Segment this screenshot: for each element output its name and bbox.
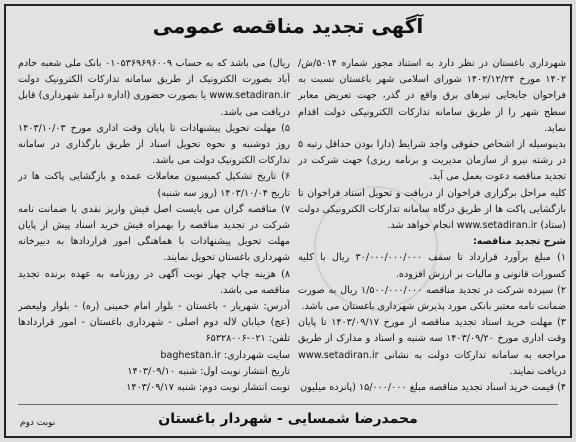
item-1: ۱) مبلغ برآورد قرارداد تا سقف ۳۰/۰۰۰/۰۰۰/۰۰۰ ریال با کلیه کسورات قانونی و مالیات بر ارزش افزوده. <box>298 252 566 280</box>
address: آدرس: شهریار - باغستان - بلوار امام خمینی (ره) - بلوار ولیعصر (عج) خیابان لاله دوم اصلی - شهرداری باغستان - امور قراردادها تلفن: ۰۲۱-۶۵۳۲۸۰۰۶ <box>18 301 290 345</box>
process-paragraph: کلیه مراحل برگزاری فراخوان از دریافت و تحویل اسناد فراخوان تا بازگشایی پاکت ها از طریق درگاه سامانه تدارکات الکترونیکی دولت (ستاد) www.setadiran.ir انجام خواهد شد. <box>298 187 566 232</box>
signature: محمدرضا شمسایی - شهردار باغستان <box>158 411 418 427</box>
turn-label: نوبت دوم <box>20 418 56 428</box>
website: سایت شهرداری: baghestan.ir <box>160 349 290 361</box>
right-column <box>298 56 566 396</box>
item-6: ۶) تاریخ تشکیل کمیسیون معاملات عمده و بازگشایی پاکت ها در تاریخ ۱۴۰۳/۱۰/۰۴ (روز سه شنبه) <box>18 171 290 199</box>
invitation-paragraph: بدینوسیله از اشخاص حقوقی واجد شرایط (دارا بودن حداقل رتبه ۵ در رشته نیرو از سازمان مدیریت و برنامه ریزی) جهت شرکت در تجدید مناقصه دعوت بعمل می آید. <box>298 139 566 183</box>
item-8: ۸) هزینه چاپ چهار نوبت آگهی در روزنامه به عهده برنده تجدید مناقصه می باشد. <box>18 268 290 296</box>
second-publication-date: نوبت انتشار نوبت دوم: شنبه ۱۴۰۳/۰۹/۱۷ <box>126 382 290 394</box>
page-title: آگهی تجدید مناقصه عمومی <box>152 14 424 38</box>
item-3: ۳) مهلت خرید اسناد تجدید مناقصه از مورخ ۱۴۰۳/۰۹/۱۷ تا پایان وقت اداری مورخ ۱۴۰۳/۰۹/۲۰ سه شنبه و اسناد و مدارک از طریق مراجعه به سامانه تدارکات دولت به نشانی www.setadiran.ir دریافت نمایند. <box>298 317 566 377</box>
section-heading: شرح تجدید مناقصه: <box>472 236 566 248</box>
first-publication-date: تاریخ انتشار نوبت اول: شنبه ۱۴۰۳/۰۹/۱۰ <box>127 365 290 377</box>
intro-paragraph: شهرداری باغستان در نظر دارد به استناد مجوز شماره ۵۰۱۴/ش/۱۴۰۲ مورخ ۱۴۰۲/۱۲/۲۴ شورای اسلامی شهر باغستان نسبت به فراخوان جابجایی تیرهای برق واقع در گذر، جهت تعریض معابر سطح شهر را از طریق سامانه تدارکات الکترونیکی دولت اقدام نماید. <box>298 58 566 134</box>
notice-frame <box>4 4 572 438</box>
item-4-continued: ریال) می باشد که به حساب ۰۱۰۵۳۶۹۶۹۶۰۰۹ بانک ملی شعبه خادم آباد بصورت الکترونیک از طریق سامانه تدارکات الکترونیک دولت www.setadiran.ir یا بصورت حضوری (اداره درآمد شهرداری) قابل دریافت می باشد. <box>18 58 290 118</box>
item-7: ۷) مناقصه گران می بایست اصل فیش واریز نقدی یا ضمانت نامه شرکت در تجدید مناقصه را بهمراه فیش خرید اسناد پیش از پایان مهلت تحویل پیشنهادات با هماهنگی امور قراردادها به دبیرخانه شهرداری باغستان تحویل نمایند. <box>18 203 290 264</box>
left-column <box>18 56 290 396</box>
item-5: ۵) مهلت تحویل پیشنهادات تا پایان وقت اداری مورخ ۱۴۰۳/۱۰/۰۳ روز دوشنبه و نحوه تحویل اسناد از طریق بارگذاری در سامانه تدارکات الکترونیک دولت می باشد. <box>18 122 290 167</box>
item-2: ۲) سپرده شرکت در تجدید مناقصه ۱/۵۰۰/۰۰۰/۰۰۰ ریال به صورت ضمانت نامه معتبر بانکی مورد پذیرش شهرداری باغستان می باشد. <box>298 284 566 313</box>
item-4: ۴) قیمت خرید اسناد تجدید مناقصه مبلغ ۱۵/۰۰۰/۰۰۰ (پانزده میلیون <box>300 382 566 394</box>
footer-divider <box>18 404 558 405</box>
